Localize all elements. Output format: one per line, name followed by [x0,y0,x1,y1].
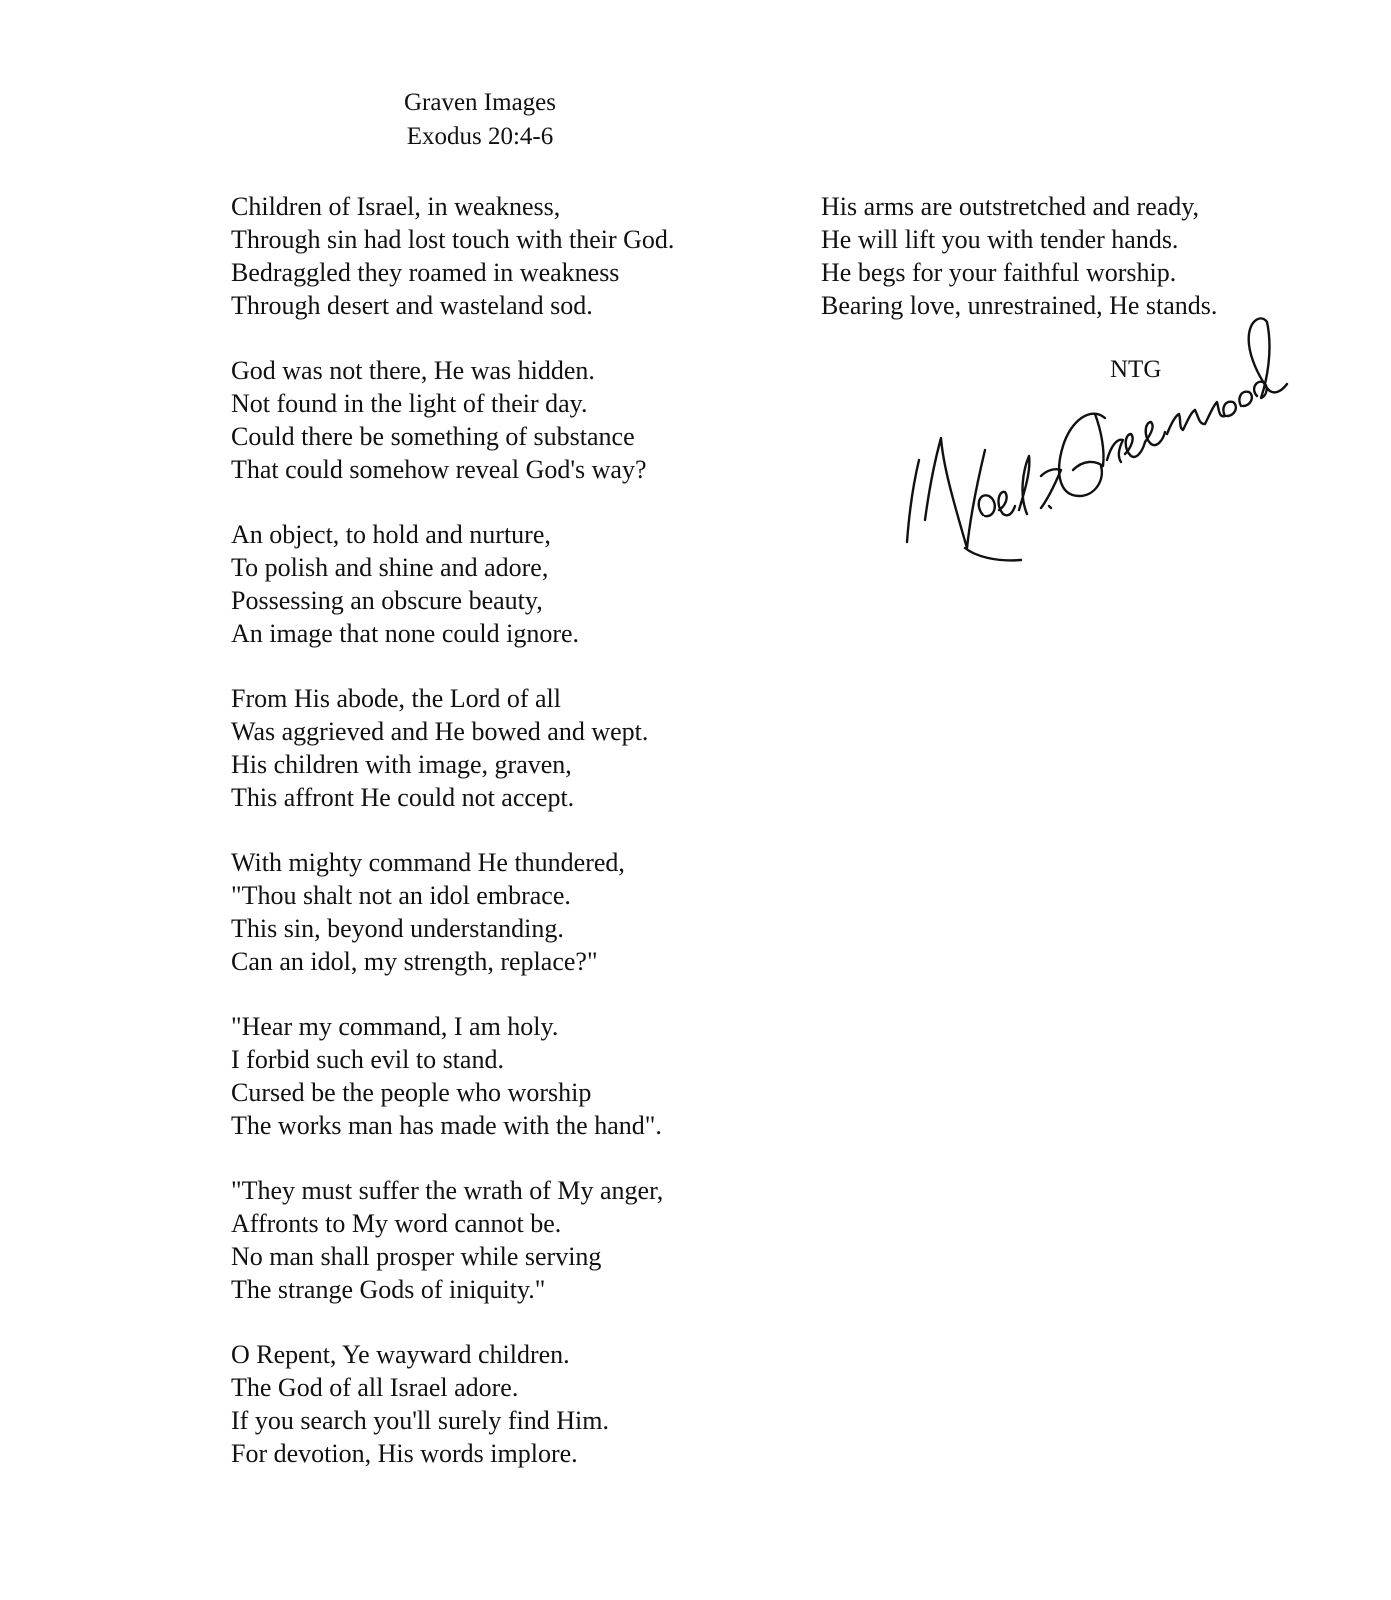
poem-line: "They must suffer the wrath of My anger, [231,1176,664,1205]
signature-stroke [1195,402,1225,424]
stanza [231,1174,751,1306]
signature-stroke [1041,469,1061,508]
poem-line: Through desert and wasteland sod. [231,291,593,320]
handwritten-signature [895,310,1295,580]
poem-line: I forbid such evil to stand. [231,1045,504,1074]
signature-stroke [907,460,919,542]
signature-stroke [925,438,985,548]
left-column [231,190,751,1502]
signature-stroke [979,495,995,516]
poem-line: With mighty command He thundered, [231,848,625,877]
poem-line: His children with image, graven, [231,750,572,779]
stanza [231,846,751,978]
poem-line: An image that none could ignore. [231,619,580,648]
poem-line: An object, to hold and nurture, [231,520,551,549]
poem-line: To polish and shine and adore, [231,553,549,582]
poem-line: Could there be something of substance [231,422,635,451]
signature-stroke [1167,410,1195,434]
signature-stroke [1107,440,1123,462]
poem-line: He will lift you with tender hands. [821,225,1179,254]
stanza [231,1338,751,1470]
author-initials: NTG [1110,356,1162,383]
poem-line: From His abode, the Lord of all [231,684,561,713]
poem-line: Can an idol, my strength, replace?" [231,947,598,976]
poem-line: "Hear my command, I am holy. [231,1012,559,1041]
signature-stroke [1249,318,1287,398]
poem-line: If you search you'll surely find Him. [231,1406,609,1435]
stanza [231,1010,751,1142]
poem-line: His arms are outstretched and ready, [821,192,1200,221]
poem-line: For devotion, His words implore. [231,1439,578,1468]
poem-line: This affront He could not accept. [231,783,575,812]
title-block [380,86,580,154]
poem-line: Bearing love, unrestrained, He stands. [821,291,1218,320]
poem-line: The God of all Israel adore. [231,1373,519,1402]
poem-line: Children of Israel, in weakness, [231,192,561,221]
scripture-reference: Exodus 20:4-6 [406,123,554,150]
poem-line: This sin, beyond understanding. [231,914,564,943]
poem-line: Bedraggled they roamed in weakness [231,258,620,287]
poem-line: He begs for your faithful worship. [821,258,1177,287]
signature-stroke [999,492,1015,515]
poem-line: No man shall prosper while serving [231,1242,602,1271]
poem-line: The works man has made with the hand". [231,1111,662,1140]
poem-line: Cursed be the people who worship [231,1078,592,1107]
poem-title: Graven Images [403,89,556,116]
poem-line: Affronts to My word cannot be. [231,1209,562,1238]
poem-line: God was not there, He was hidden. [231,356,595,385]
poem-line: "Thou shalt not an idol embrace. [231,881,571,910]
stanza [231,518,751,650]
signature-stroke [1145,422,1165,445]
poem-line: Was aggrieved and He bowed and wept. [231,717,649,746]
signature-stroke [1049,506,1051,508]
stanza [231,190,751,322]
poem-line: The strange Gods of iniquity." [231,1275,546,1304]
poem-line: Possessing an obscure beauty, [231,586,543,615]
signature-stroke [1223,402,1235,416]
poem-line: O Repent, Ye wayward children. [231,1340,570,1369]
poem-line: Through sin had lost touch with their God. [231,225,675,254]
signature-stroke [1125,434,1145,457]
signature-stroke [1019,456,1029,514]
stanza [231,682,751,814]
stanza [231,354,751,486]
signature-stroke [965,548,1021,560]
signature-stroke [1239,392,1251,406]
stanza [821,190,1301,322]
poem-line: That could somehow reveal God's way? [231,455,647,484]
poem-line: Not found in the light of their day. [231,389,588,418]
